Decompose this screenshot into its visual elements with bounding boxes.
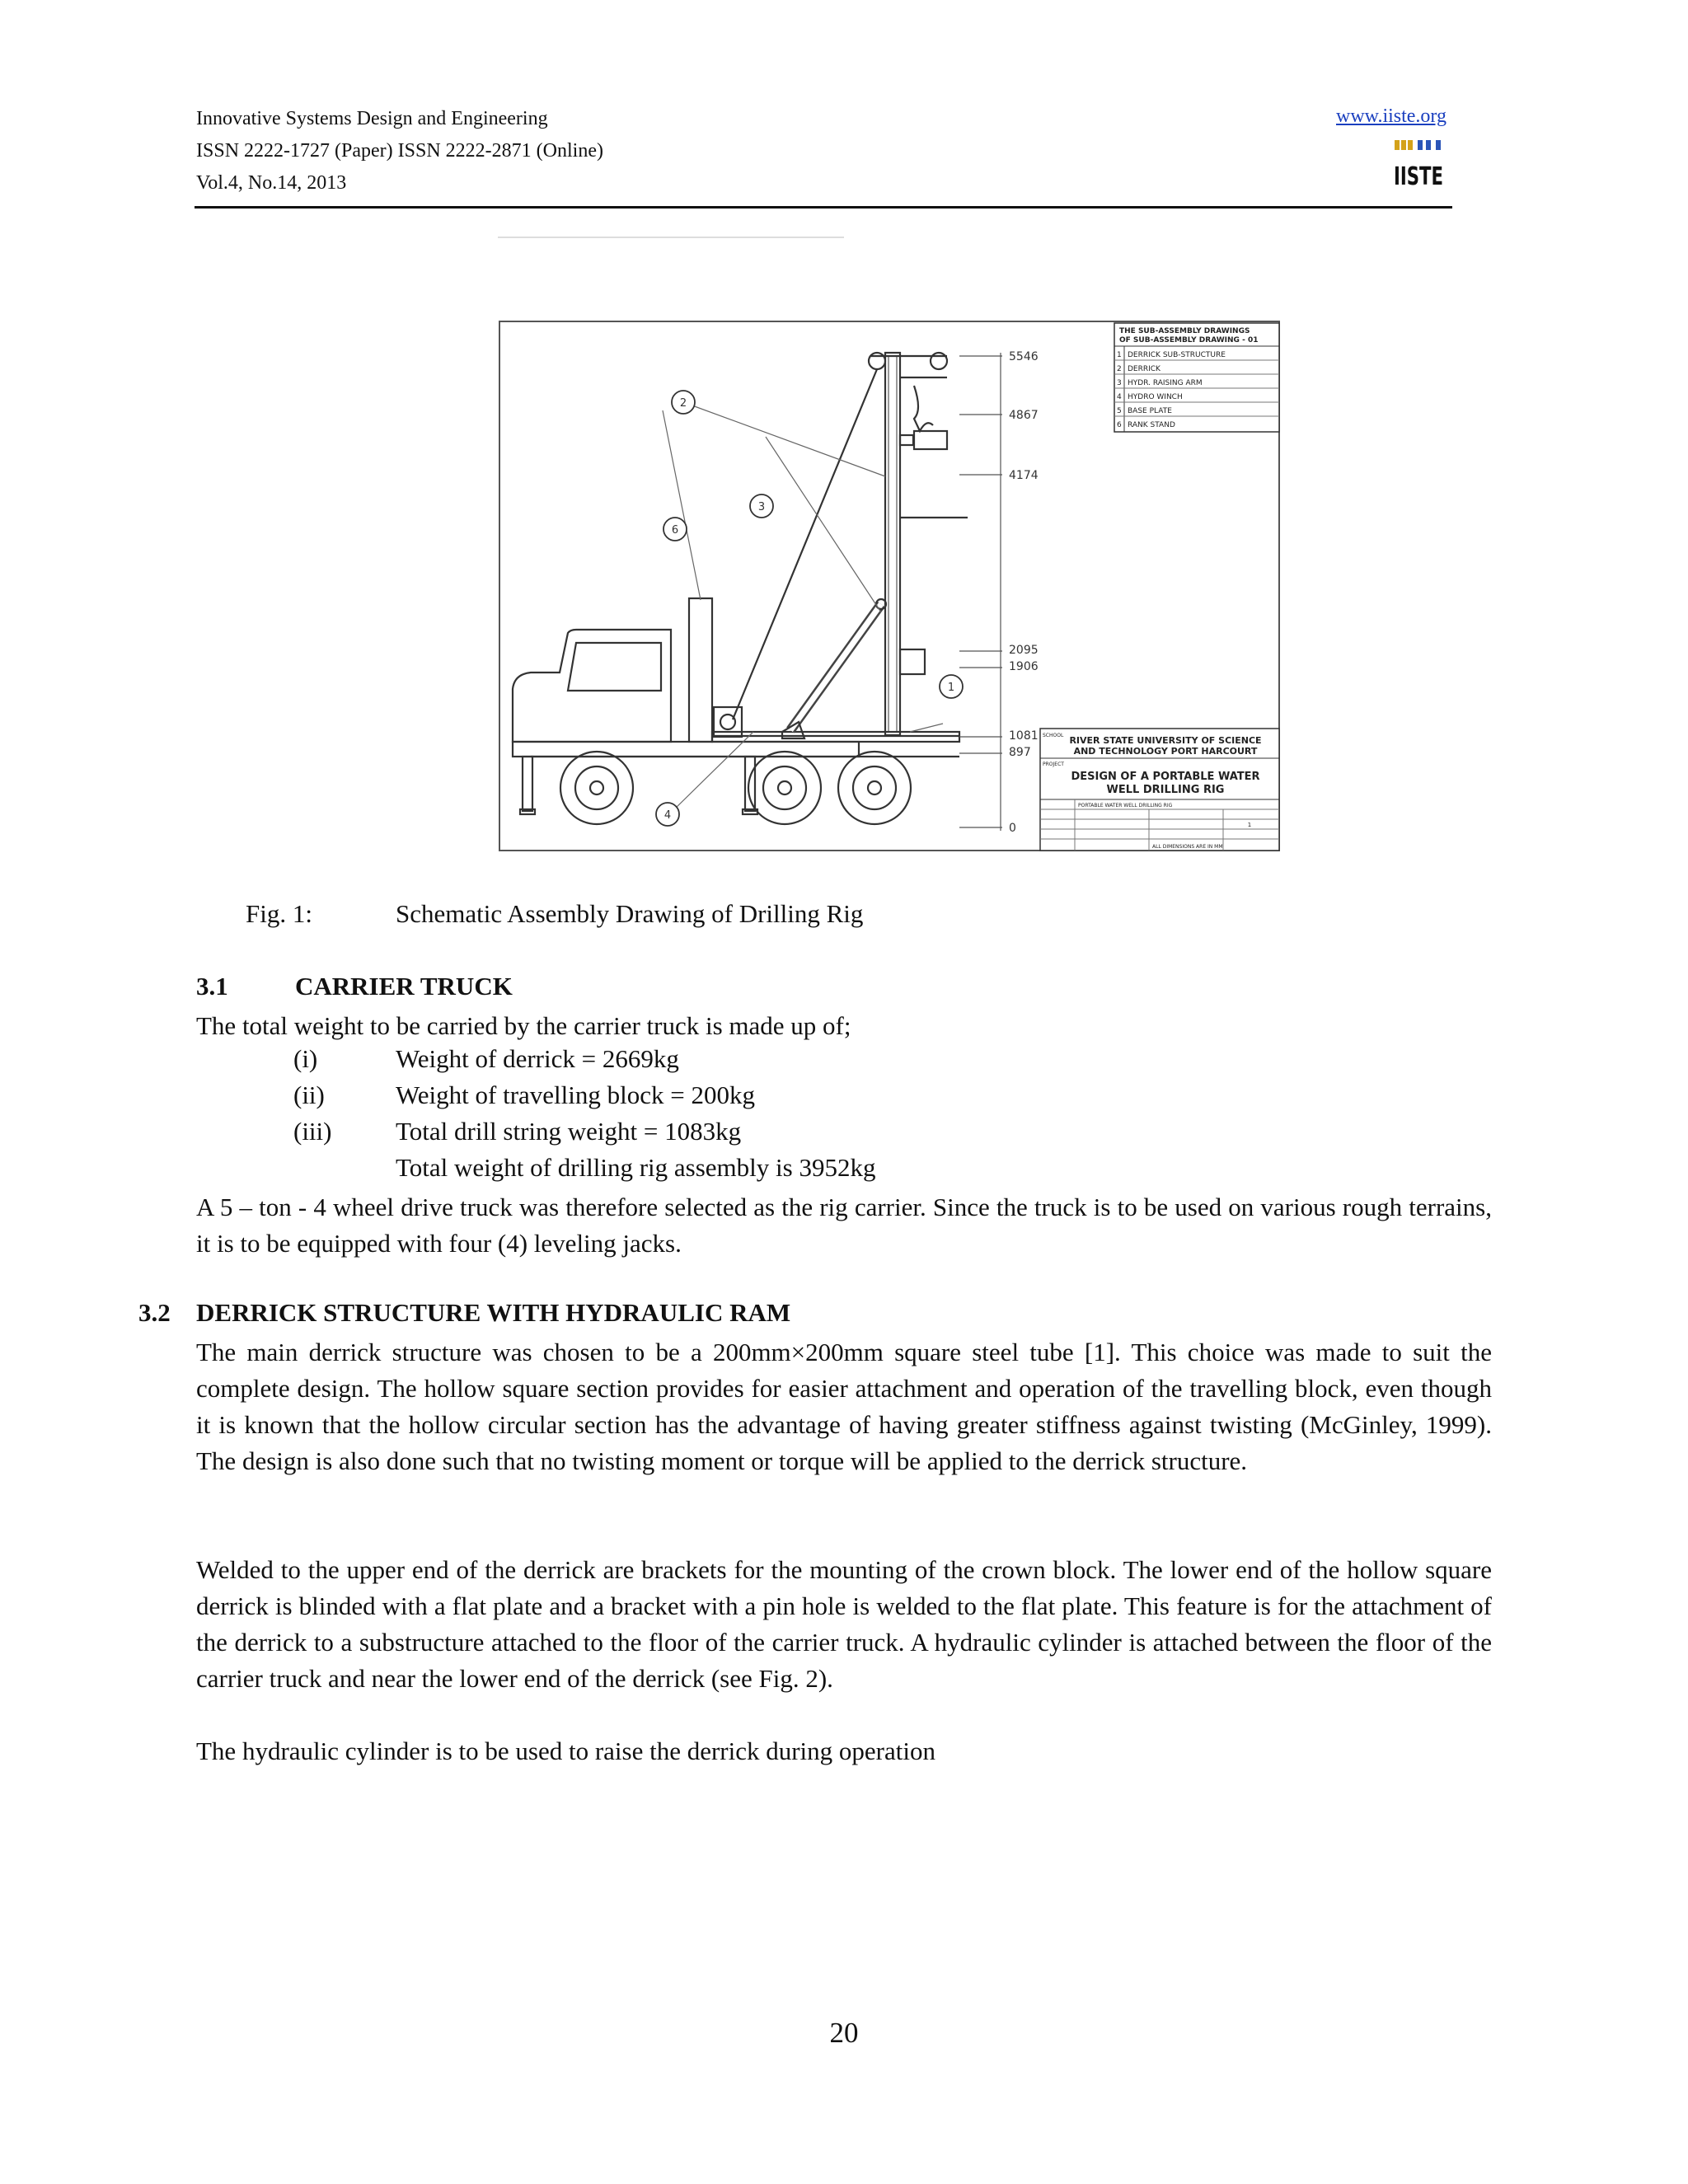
svg-text:PROJECT: PROJECT <box>1043 762 1064 767</box>
drilling-rig-drawing <box>498 320 1281 852</box>
page-number: 20 <box>829 2017 859 2049</box>
svg-text:4: 4 <box>663 809 672 822</box>
svg-text:1906: 1906 <box>1009 660 1039 673</box>
title-block <box>1040 729 1279 851</box>
total-weight-line: Total weight of drilling rig assembly is 3952kg <box>396 1153 876 1182</box>
figure-caption: Schematic Assembly Drawing of Drilling Rig <box>396 899 864 928</box>
journal-url-link[interactable]: www.iiste.org <box>1336 105 1447 127</box>
svg-text:6: 6 <box>1117 421 1122 429</box>
svg-text:3: 3 <box>757 501 766 513</box>
list-item-number: (iii) <box>293 1117 332 1146</box>
section-3-1-intro: The total weight to be carried by the carrier truck is made up of; <box>196 1011 851 1040</box>
svg-text:5: 5 <box>1117 407 1122 415</box>
svg-text:HYDRO WINCH: HYDRO WINCH <box>1128 393 1183 401</box>
list-item-number: (i) <box>293 1044 318 1073</box>
svg-text:3: 3 <box>1117 379 1122 387</box>
svg-text:RIVER STATE UNIVERSITY OF SCIE: RIVER STATE UNIVERSITY OF SCIENCE <box>1069 735 1262 746</box>
svg-text:2095: 2095 <box>1009 644 1039 657</box>
svg-text:IISTE: IISTE <box>1394 162 1443 191</box>
list-item-text: Weight of travelling block = 200kg <box>396 1080 755 1109</box>
section-3-1-number: 3.1 <box>196 972 228 1001</box>
section-3-2-number: 3.2 <box>138 1298 171 1327</box>
journal-name: Innovative Systems Design and Engineering <box>196 108 548 129</box>
list-item-text: Weight of derrick = 2669kg <box>396 1044 679 1073</box>
section-3-2-title: DERRICK STRUCTURE WITH HYDRAULIC RAM <box>196 1298 791 1327</box>
list-item-number: (ii) <box>293 1080 325 1109</box>
svg-text:897: 897 <box>1009 746 1031 759</box>
parts-list-table <box>1114 323 1279 432</box>
svg-text:0: 0 <box>1009 822 1016 835</box>
svg-text:WELL DRILLING RIG: WELL DRILLING RIG <box>1106 784 1225 796</box>
header-rule <box>195 206 1452 209</box>
section-3-2-paragraph-1: The main derrick structure was chosen to be a 200mm×200mm square steel tube [1]. This choice was made to suit the complete design. The hollow square section provides for easier attachment and operation of the travelling block, even though it is known that the hollow circular section has the advantage of having greater stiffness against twisting (McGinley, 1999). The design is also done such that no twisting moment or torque will be applied to the derrick structure. <box>196 1338 1492 1475</box>
svg-text:2: 2 <box>679 397 687 410</box>
figure-number: Fig. 1: <box>246 899 312 928</box>
svg-text:4174: 4174 <box>1009 469 1039 482</box>
svg-text:DESIGN OF A PORTABLE WATER: DESIGN OF A PORTABLE WATER <box>1071 771 1260 783</box>
svg-text:4867: 4867 <box>1009 409 1039 422</box>
svg-text:DERRICK: DERRICK <box>1128 365 1160 373</box>
svg-text:BASE PLATE: BASE PLATE <box>1128 407 1172 415</box>
svg-text:DERRICK SUB-STRUCTURE: DERRICK SUB-STRUCTURE <box>1128 351 1226 359</box>
svg-text:HYDR. RAISING ARM: HYDR. RAISING ARM <box>1128 379 1203 387</box>
list-item-text: Total drill string weight = 1083kg <box>396 1117 742 1146</box>
svg-text:AND TECHNOLOGY PORT HARCOURT: AND TECHNOLOGY PORT HARCOURT <box>1073 746 1258 757</box>
svg-text:1: 1 <box>1117 351 1122 359</box>
svg-text:PORTABLE WATER WELL DRILLING R: PORTABLE WATER WELL DRILLING RIG <box>1078 803 1173 808</box>
svg-text:5546: 5546 <box>1009 350 1039 363</box>
svg-text:1081: 1081 <box>1009 729 1039 743</box>
volume-line: Vol.4, No.14, 2013 <box>196 172 347 194</box>
section-3-1-title: CARRIER TRUCK <box>295 972 513 1001</box>
svg-text:4: 4 <box>1117 393 1122 401</box>
section-3-2-paragraph-2: Welded to the upper end of the derrick are brackets for the mounting of the crown block. The lower end of the hollow square derrick is blinded with a flat plate and a bracket with a pin hole is welded to the flat plate. This feature is for the attachment of the derrick to a substructure attached to the floor of the carrier truck. A hydraulic cylinder is attached between the floor of the carrier truck and near the lower end of the derrick (see Fig. 2). <box>196 1555 1492 1693</box>
svg-text:1: 1 <box>947 682 955 694</box>
svg-text:2: 2 <box>1117 365 1122 373</box>
section-3-1-paragraph: A 5 – ton - 4 wheel drive truck was therefore selected as the rig carrier. Since the truck is to be used on various rough terrains, it is to be equipped with four (4) leveling jacks. <box>196 1193 1492 1258</box>
svg-text:1: 1 <box>1247 822 1252 828</box>
svg-text:RANK STAND: RANK STAND <box>1128 421 1175 429</box>
section-3-2-paragraph-3: The hydraulic cylinder is to be used to raise the derrick during operation <box>196 1736 935 1765</box>
svg-text:THE SUB-ASSEMBLY DRAWINGS: THE SUB-ASSEMBLY DRAWINGS <box>1119 327 1250 335</box>
iiste-logo <box>1393 138 1444 196</box>
svg-text:OF SUB-ASSEMBLY DRAWING - 01: OF SUB-ASSEMBLY DRAWING - 01 <box>1119 336 1259 344</box>
svg-text:6: 6 <box>671 524 679 537</box>
svg-text:SCHOOL: SCHOOL <box>1043 733 1064 738</box>
issn-line: ISSN 2222-1727 (Paper) ISSN 2222-2871 (Online) <box>196 140 603 162</box>
svg-text:ALL DIMENSIONS ARE IN MM: ALL DIMENSIONS ARE IN MM <box>1152 844 1223 850</box>
